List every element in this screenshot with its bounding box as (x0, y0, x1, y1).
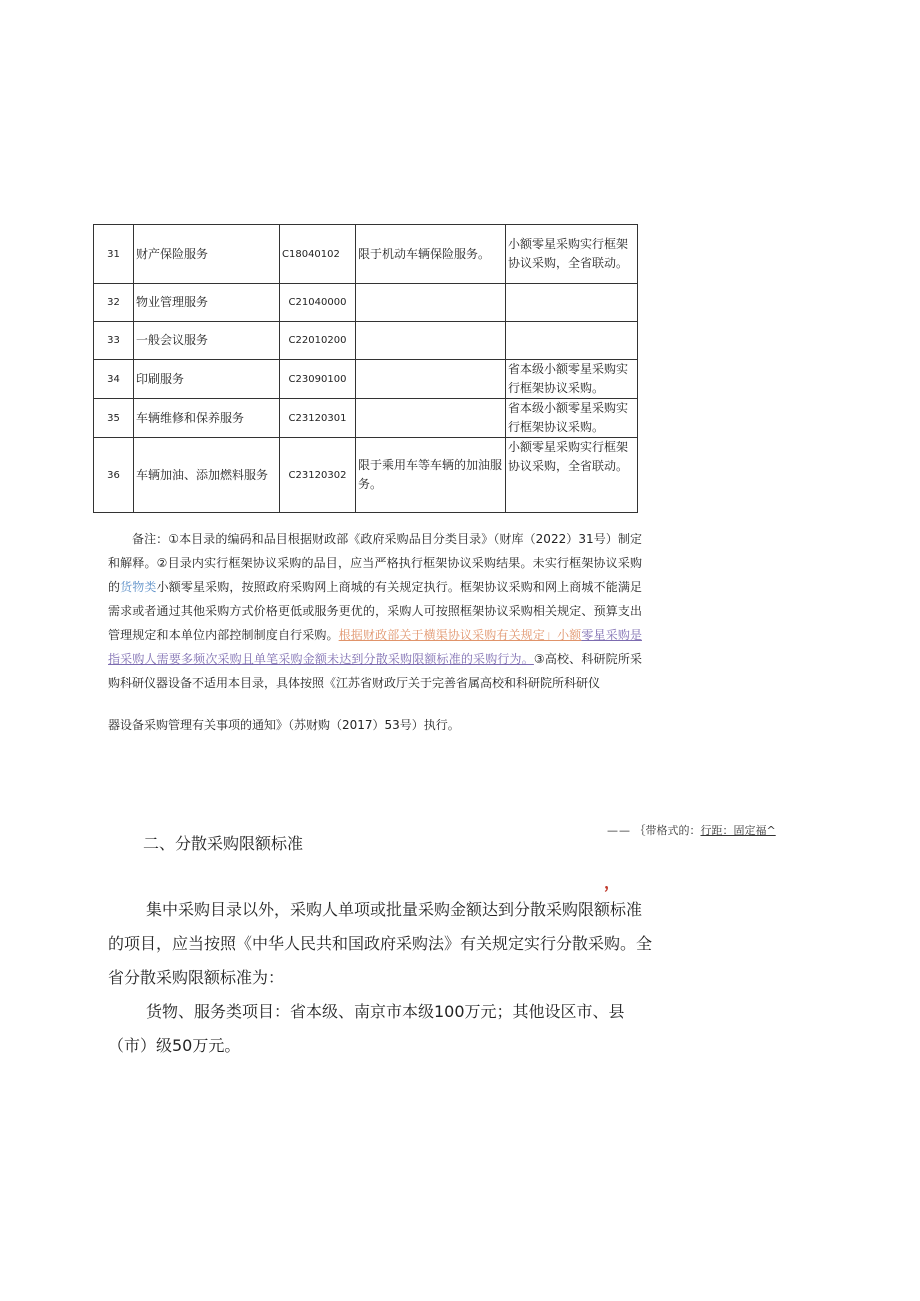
item-code: C21040000 (280, 284, 356, 322)
comment-connector: —— (607, 824, 631, 837)
remark-tracked-change-definition: 零星采购是指采购人需要多频次采购且单笔采购金额未达到分散采购限额标准的采购行为。 (108, 628, 642, 666)
row-number: 33 (94, 322, 134, 360)
remark-last-line: 器设备采购管理有关事项的通知》（苏财购（2017）53号）执行。 (108, 718, 460, 732)
remark-text: 备注：①本目录的编码和品目根据财政部《政府采购品目分类目录》（财库（2022）31号）制定和解释。②目录内实行框架协议采购的品目，应当严格执行框架协议采购结果。未实行框架协议采购的 (108, 532, 642, 594)
item-name: 一般会议服务 (134, 322, 280, 360)
procurement-catalog-table (93, 224, 638, 513)
row-number: 35 (94, 399, 134, 438)
item-code: C23120302 (280, 438, 356, 513)
item-name: 财产保险服务 (134, 225, 280, 284)
table-row (94, 399, 638, 438)
remark-text: 小额零星采购，按照政府采购网上商城的有关规定执行。框架协议采购和网上商城不能满足需求或者通过其他采购方式价格更低或服务更优的，采购人可按照框架协议采购相关规定、预算支出管理规定和本单位内部控制制度自行采购。 (108, 580, 642, 642)
item-code: C23090100 (280, 360, 356, 399)
item-limit: 限于机动车辆保险服务。 (356, 225, 506, 284)
section-body (108, 893, 653, 1063)
table-row (94, 322, 638, 360)
item-note: 小额零星采购实行框架协议采购，全省联动。 (506, 438, 638, 513)
remark-highlight-goods: 货物类 (120, 580, 157, 594)
body-paragraph: 货物、服务类项目：省本级、南京市本级100万元；其他设区市、县（市）级50万元。 (108, 1002, 625, 1055)
item-code: C23120301 (280, 399, 356, 438)
section-heading: 二、分散采购限额标准 (143, 834, 304, 853)
item-name: 车辆加油、添加燃料服务 (134, 438, 280, 513)
item-limit (356, 360, 506, 399)
revision-mark: ， (604, 873, 621, 892)
table-row (94, 225, 638, 284)
item-note (506, 284, 638, 322)
item-name: 物业管理服务 (134, 284, 280, 322)
remark-text: ③高校、科研院所采购科研仪器设备不适用本目录，具体按照《江苏省财政厅关于完善省属高校和科研院所科研仪 (108, 652, 642, 690)
remark-tracked-change-insert: 根据财政部关于横渠协议采购有关规定」小额 (338, 628, 582, 642)
item-code: C18040102 (280, 225, 356, 284)
item-note: 省本级小额零星采购实行框架协议采购。 (506, 360, 638, 399)
item-name: 印刷服务 (134, 360, 280, 399)
table-row (94, 438, 638, 513)
item-note (506, 322, 638, 360)
table-remark (108, 527, 642, 737)
item-limit (356, 322, 506, 360)
item-limit: 限于乘用车等车辆的加油服务。 (356, 438, 506, 513)
item-note: 省本级小额零星采购实行框架协议采购。 (506, 399, 638, 438)
format-comment (607, 822, 776, 838)
comment-label: ｛带格式的： (634, 824, 701, 837)
body-paragraph: 集中采购目录以外，采购人单项或批量采购金额达到分散采购限额标准的项目，应当按照《中华人民共和国政府采购法》有关规定实行分散采购。全省分散采购限额标准为： (108, 900, 653, 987)
item-name: 车辆维修和保养服务 (134, 399, 280, 438)
item-code: C22010200 (280, 322, 356, 360)
item-limit (356, 284, 506, 322)
table-row (94, 360, 638, 399)
table-row (94, 284, 638, 322)
row-number: 36 (94, 438, 134, 513)
item-limit (356, 399, 506, 438)
row-number: 31 (94, 225, 134, 284)
comment-value: 行距：固定福^ (700, 824, 776, 837)
row-number: 34 (94, 360, 134, 399)
item-note: 小额零星采购实行框架协议采购，全省联动。 (506, 225, 638, 284)
row-number: 32 (94, 284, 134, 322)
remark-paragraph (108, 527, 642, 695)
